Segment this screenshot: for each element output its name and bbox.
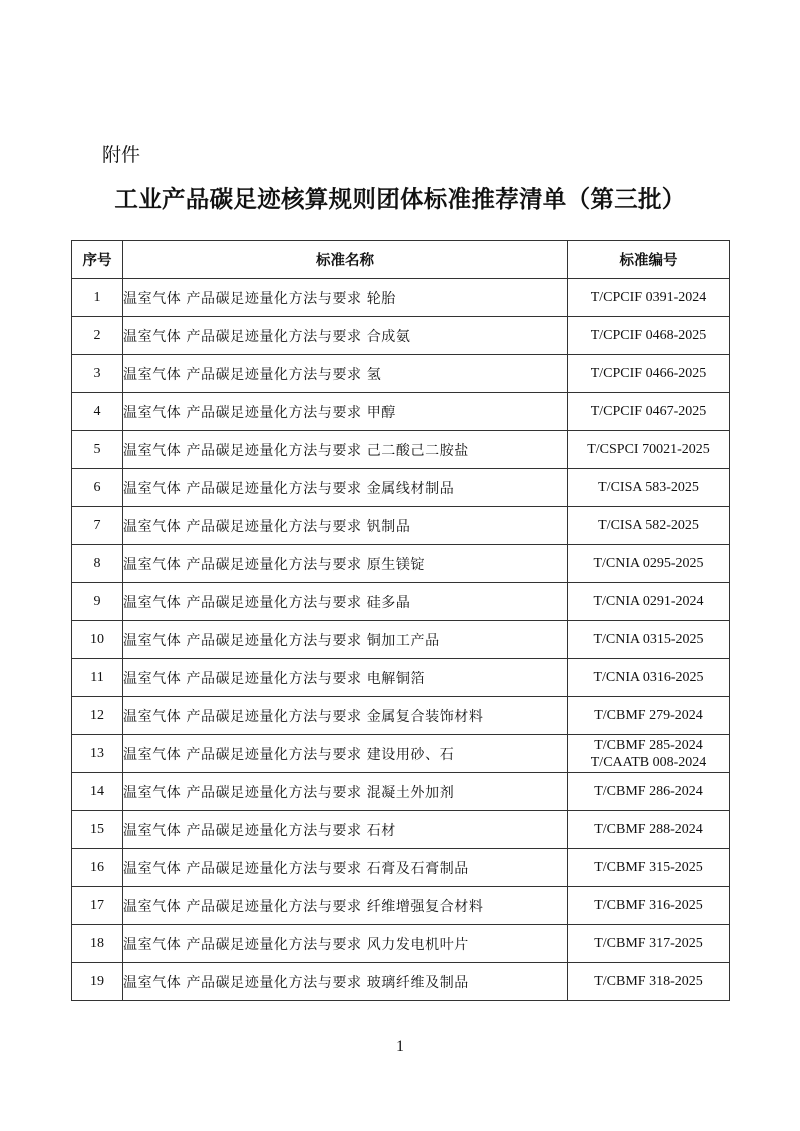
standard-name: 温室气体 产品碳足迹量化方法与要求 轮胎 xyxy=(123,279,568,317)
table-row xyxy=(72,849,730,887)
table-row xyxy=(72,925,730,963)
standard-code-cell xyxy=(568,317,730,355)
document-title: 工业产品碳足迹核算规则团体标准推荐清单（第三批） xyxy=(114,185,686,213)
standard-code-cell xyxy=(568,583,730,621)
standard-code-cell xyxy=(568,355,730,393)
row-index: 8 xyxy=(72,545,123,583)
table-row xyxy=(72,431,730,469)
table-header-row xyxy=(72,241,730,279)
table-row xyxy=(72,887,730,925)
table-row xyxy=(72,279,730,317)
standard-name: 温室气体 产品碳足迹量化方法与要求 硅多晶 xyxy=(123,583,568,621)
standard-name: 温室气体 产品碳足迹量化方法与要求 电解铜箔 xyxy=(123,659,568,697)
standard-code: T/CAATB 008-2024 xyxy=(590,754,707,770)
row-index: 14 xyxy=(72,773,123,811)
standard-name: 温室气体 产品碳足迹量化方法与要求 合成氨 xyxy=(123,317,568,355)
standard-code: T/CBMF 279-2024 xyxy=(594,708,703,723)
standard-code: T/CBMF 286-2024 xyxy=(594,784,703,799)
row-index: 16 xyxy=(72,849,123,887)
table-row xyxy=(72,355,730,393)
row-index: 10 xyxy=(72,621,123,659)
standard-name: 温室气体 产品碳足迹量化方法与要求 钒制品 xyxy=(123,507,568,545)
row-index: 2 xyxy=(72,317,123,355)
standard-name: 温室气体 产品碳足迹量化方法与要求 混凝土外加剂 xyxy=(123,773,568,811)
standard-code: T/CBMF 316-2025 xyxy=(594,898,703,913)
header-index: 序号 xyxy=(72,241,123,279)
standard-code-cell xyxy=(568,659,730,697)
standard-code: T/CPCIF 0468-2025 xyxy=(590,328,707,343)
standard-code: T/CNIA 0295-2025 xyxy=(593,556,704,571)
table-row xyxy=(72,469,730,507)
standard-code-cell xyxy=(568,735,730,773)
standard-code: T/CBMF 285-2024 xyxy=(594,737,703,753)
standard-name: 温室气体 产品碳足迹量化方法与要求 石材 xyxy=(123,811,568,849)
standard-code: T/CBMF 317-2025 xyxy=(594,936,703,951)
row-index: 5 xyxy=(72,431,123,469)
standard-code-cell xyxy=(568,849,730,887)
standard-name: 温室气体 产品碳足迹量化方法与要求 甲醇 xyxy=(123,393,568,431)
header-code: 标准编号 xyxy=(568,241,730,279)
table-row xyxy=(72,621,730,659)
standard-code: T/CISA 582-2025 xyxy=(598,518,699,533)
standard-code: T/CISA 583-2025 xyxy=(598,480,699,495)
table-row xyxy=(72,393,730,431)
table-body xyxy=(72,279,730,1001)
standard-code: T/CNIA 0291-2024 xyxy=(593,594,704,609)
table-row xyxy=(72,583,730,621)
standard-code-cell xyxy=(568,811,730,849)
table-row xyxy=(72,317,730,355)
standard-code: T/CPCIF 0466-2025 xyxy=(590,366,707,381)
standard-code: T/CPCIF 0391-2024 xyxy=(590,290,707,305)
row-index: 4 xyxy=(72,393,123,431)
standard-name: 温室气体 产品碳足迹量化方法与要求 金属复合装饰材料 xyxy=(123,697,568,735)
standard-name: 温室气体 产品碳足迹量化方法与要求 氢 xyxy=(123,355,568,393)
table-row xyxy=(72,735,730,773)
standard-code-cell xyxy=(568,279,730,317)
row-index: 6 xyxy=(72,469,123,507)
standard-name: 温室气体 产品碳足迹量化方法与要求 纤维增强复合材料 xyxy=(123,887,568,925)
standard-code: T/CNIA 0315-2025 xyxy=(593,632,704,647)
table-row xyxy=(72,963,730,1001)
standard-name: 温室气体 产品碳足迹量化方法与要求 建设用砂、石 xyxy=(123,735,568,773)
row-index: 18 xyxy=(72,925,123,963)
standard-code: T/CNIA 0316-2025 xyxy=(593,670,704,685)
standard-code: T/CBMF 288-2024 xyxy=(594,822,703,837)
table-row xyxy=(72,545,730,583)
table-row xyxy=(72,507,730,545)
row-index: 17 xyxy=(72,887,123,925)
standard-name: 温室气体 产品碳足迹量化方法与要求 金属线材制品 xyxy=(123,469,568,507)
standard-code-cell xyxy=(568,773,730,811)
standard-code: T/CSPCI 70021-2025 xyxy=(587,442,710,457)
standards-table xyxy=(71,240,730,1001)
row-index: 7 xyxy=(72,507,123,545)
row-index: 9 xyxy=(72,583,123,621)
standard-name: 温室气体 产品碳足迹量化方法与要求 风力发电机叶片 xyxy=(123,925,568,963)
standard-code-cell xyxy=(568,469,730,507)
standard-name: 温室气体 产品碳足迹量化方法与要求 玻璃纤维及制品 xyxy=(123,963,568,1001)
standard-name: 温室气体 产品碳足迹量化方法与要求 己二酸己二胺盐 xyxy=(123,431,568,469)
standard-code: T/CBMF 318-2025 xyxy=(594,974,703,989)
row-index: 15 xyxy=(72,811,123,849)
row-index: 19 xyxy=(72,963,123,1001)
standard-name: 温室气体 产品碳足迹量化方法与要求 原生镁锭 xyxy=(123,545,568,583)
standard-name: 温室气体 产品碳足迹量化方法与要求 石膏及石膏制品 xyxy=(123,849,568,887)
standard-code-cell xyxy=(568,431,730,469)
row-index: 3 xyxy=(72,355,123,393)
table-row xyxy=(72,659,730,697)
standard-code: T/CBMF 315-2025 xyxy=(594,860,703,875)
standard-code-cell xyxy=(568,621,730,659)
standard-code-cell xyxy=(568,887,730,925)
standard-code-cell xyxy=(568,925,730,963)
standard-code-cell xyxy=(568,393,730,431)
attachment-label: 附件 xyxy=(102,144,141,166)
standard-name: 温室气体 产品碳足迹量化方法与要求 铜加工产品 xyxy=(123,621,568,659)
standard-code-cell xyxy=(568,963,730,1001)
standard-code: T/CPCIF 0467-2025 xyxy=(590,404,707,419)
table-row xyxy=(72,811,730,849)
row-index: 12 xyxy=(72,697,123,735)
row-index: 1 xyxy=(72,279,123,317)
table-row xyxy=(72,697,730,735)
header-name: 标准名称 xyxy=(123,241,568,279)
standard-code-cell xyxy=(568,507,730,545)
table-row xyxy=(72,773,730,811)
row-index: 13 xyxy=(72,735,123,773)
row-index: 11 xyxy=(72,659,123,697)
standard-code-cell xyxy=(568,545,730,583)
standard-code-cell xyxy=(568,697,730,735)
page-number: 1 xyxy=(396,1038,404,1055)
